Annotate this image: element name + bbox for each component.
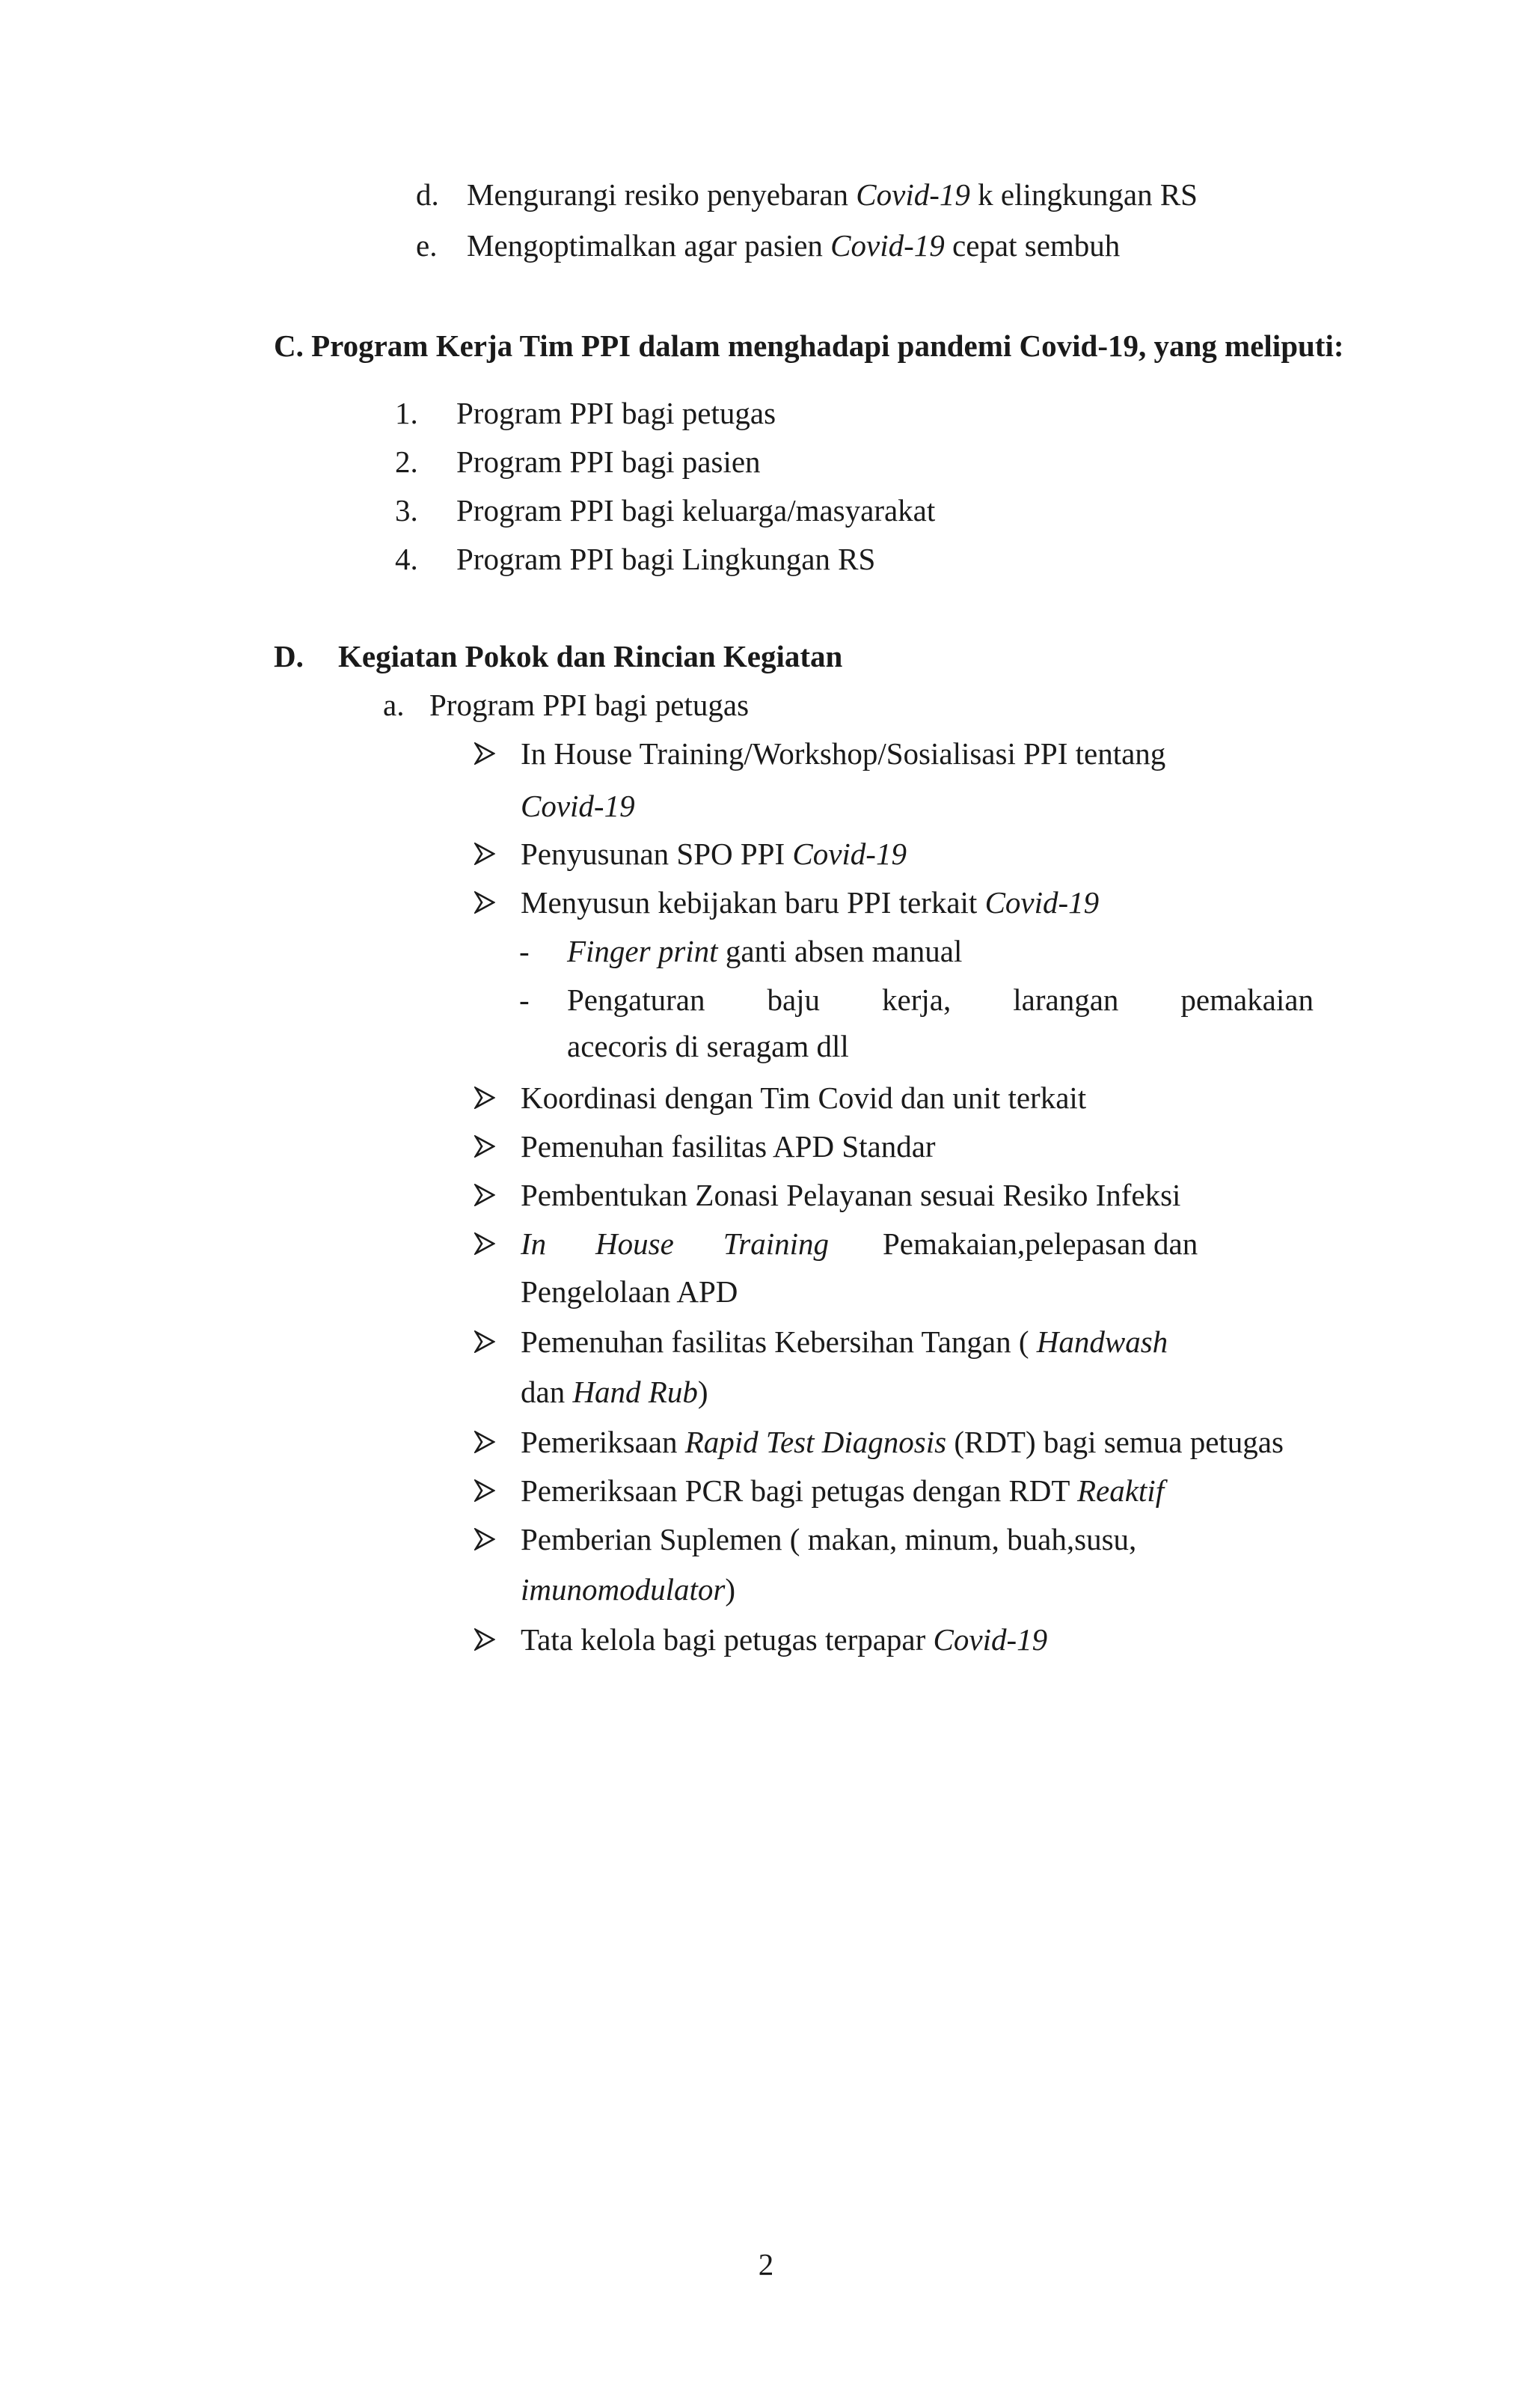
section-d-letter: D. <box>274 639 304 673</box>
bullet-item: Menyusun kebijakan baru PPI terkait Covid-19 <box>521 885 1100 920</box>
dash-item: Pengaturan baju kerja, larangan pemakaian <box>567 983 1314 1017</box>
bullet-item-continued: imunomodulator) <box>521 1572 736 1607</box>
list-item: Mengurangi resiko penyebaran Covid-19 k elingkungan RS <box>467 177 1198 212</box>
page-number: 2 <box>758 2247 774 2282</box>
dash-item: Finger print ganti absen manual <box>567 934 963 968</box>
list-item: Program PPI bagi Lingkungan RS <box>456 542 876 576</box>
section-c-heading: C. Program Kerja Tim PPI dalam menghadapi pandemi Covid-19, yang meliputi: <box>274 328 1344 363</box>
arrow-bullet-icon <box>474 1135 495 1158</box>
arrow-bullet-icon <box>474 1479 495 1502</box>
bullet-item: Pembentukan Zonasi Pelayanan sesuai Resiko Infeksi <box>521 1178 1181 1212</box>
bullet-item: In House Training <box>521 1226 829 1261</box>
bullet-item: Pemeriksaan Rapid Test Diagnosis (RDT) bagi semua petugas <box>521 1425 1284 1459</box>
arrow-bullet-icon <box>474 1431 495 1453</box>
bullet-item-continued: Pengelolaan APD <box>521 1274 738 1309</box>
arrow-bullet-icon <box>474 891 495 914</box>
bullet-item: Pemenuhan fasilitas Kebersihan Tangan ( Handwash <box>521 1324 1168 1359</box>
list-item: Mengoptimalkan agar pasien Covid-19 cepat sembuh <box>467 228 1121 263</box>
list-item: Program PPI bagi pasien <box>456 444 761 479</box>
list-item: Program PPI bagi keluarga/masyarakat <box>456 493 936 528</box>
bullet-item: In House Training/Workshop/Sosialisasi PPI tentang <box>521 736 1166 771</box>
list-marker: e. <box>416 228 438 263</box>
bullet-item: Pemberian Suplemen ( makan, minum, buah,susu, <box>521 1522 1137 1556</box>
dash-marker: - <box>519 934 530 968</box>
bullet-item: Penyusunan SPO PPI Covid-19 <box>521 837 907 871</box>
list-marker: 4. <box>395 542 418 576</box>
bullet-item-continued: dan Hand Rub) <box>521 1375 708 1409</box>
arrow-bullet-icon <box>474 1628 495 1651</box>
list-item: Program PPI bagi petugas <box>456 396 776 430</box>
list-marker: 3. <box>395 493 418 528</box>
dash-marker: - <box>519 983 530 1017</box>
bullet-item: Koordinasi dengan Tim Covid dan unit terkait <box>521 1081 1087 1115</box>
arrow-bullet-icon <box>474 1528 495 1550</box>
sub-heading: Program PPI bagi petugas <box>429 688 750 722</box>
list-marker: 1. <box>395 396 418 430</box>
bullet-item-tail: Pemakaian,pelepasan dan <box>883 1226 1198 1261</box>
arrow-bullet-icon <box>474 742 495 765</box>
dash-item-continued: acecoris di seragam dll <box>567 1029 849 1063</box>
sub-marker: a. <box>383 688 405 722</box>
list-marker: d. <box>416 177 439 212</box>
bullet-item: Pemeriksaan PCR bagi petugas dengan RDT Reaktif <box>521 1473 1165 1508</box>
arrow-bullet-icon <box>474 843 495 865</box>
bullet-item: Pemenuhan fasilitas APD Standar <box>521 1129 936 1164</box>
bullet-item: Tata kelola bagi petugas terpapar Covid-19 <box>521 1622 1048 1657</box>
arrow-bullet-icon <box>474 1330 495 1353</box>
list-marker: 2. <box>395 444 418 479</box>
section-d-heading: Kegiatan Pokok dan Rincian Kegiatan <box>338 639 843 673</box>
arrow-bullet-icon <box>474 1087 495 1109</box>
arrow-bullet-icon <box>474 1184 495 1206</box>
bullet-item-continued: Covid-19 <box>521 789 635 823</box>
arrow-bullet-icon <box>474 1232 495 1255</box>
